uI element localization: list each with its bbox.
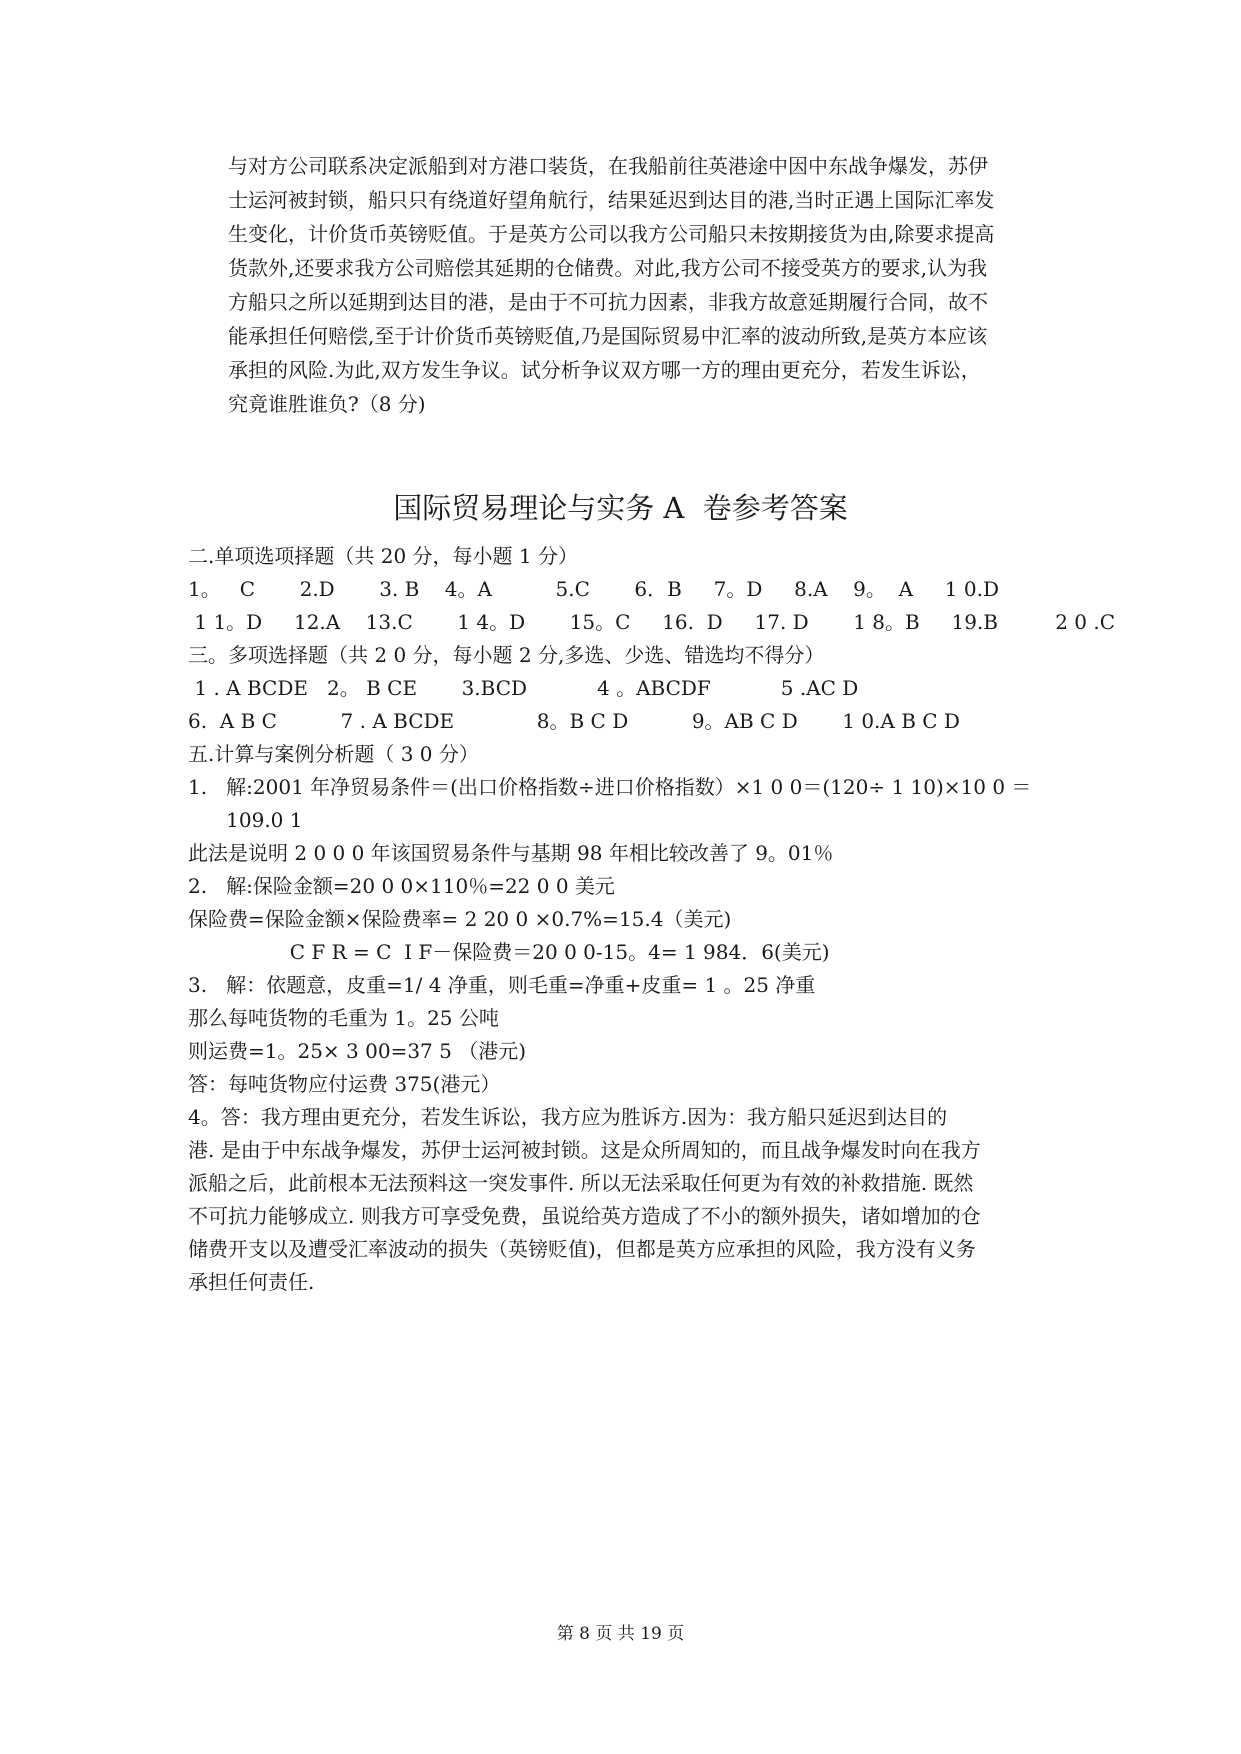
- case-line: 方船只之所以延期到达目的港，是由于不可抗力因素，非我方故意延期履行合同，故不: [228, 290, 988, 314]
- case-line: 承担的风险.为此,双方发生争议。试分析争议双方哪一方的理由更充分，若发生诉讼，: [228, 358, 981, 382]
- answer-line: C F R = C I F－保险费＝20 0 0-15。4= 1 984．6(美元): [188, 940, 830, 964]
- answer-line: 港. 是由于中东战争爆发，苏伊士运河被封锁。这是众所周知的，而且战争爆发时向在我方: [188, 1138, 981, 1162]
- page-title: 国际贸易理论与实务 A 卷参考答案: [393, 491, 848, 525]
- answer-line: 1 1。D 12.A 13.C 1 4。D 15。C 16. D 17. D 1 8。B 19.B 2 0 .C: [188, 610, 1116, 634]
- answer-line: 1 . A BCDE 2。 B CE 3.BCD 4 。ABCDF 5 .AC D: [188, 676, 859, 700]
- answer-line: 承担任何责任.: [188, 1270, 315, 1294]
- answer-line: 二.单项选项择题（共 20 分，每小题 1 分）: [188, 544, 578, 568]
- answer-line: 储费开支以及遭受汇率波动的损失（英镑贬值)，但都是英方应承担的风险，我方没有义务: [188, 1237, 976, 1261]
- answer-line: 6. A B C 7 . A BCDE 8。B C D 9。AB C D 1 0.A B C D: [188, 709, 960, 733]
- answer-line: 此法是说明 2 0 0 0 年该国贸易条件与基期 98 年相比较改善了 9。01％: [188, 841, 834, 865]
- answer-line: 保险费=保险金额×保险费率= 2 20 0 ×0.7%=15.4（美元): [188, 907, 732, 931]
- answer-line: 2. 解:保险金额=20 0 0×110％=22 0 0 美元: [188, 874, 615, 898]
- answer-line: 不可抗力能够成立. 则我方可享受免费，虽说给英方造成了不小的额外损失，诸如增加的仓: [188, 1204, 981, 1228]
- answer-line: 派船之后，此前根本无法预料这一突发事件. 所以无法采取任何更为有效的补救措施. 既然: [188, 1171, 974, 1195]
- answer-line: 109.0 1: [188, 808, 303, 832]
- case-line: 生变化，计价货币英镑贬值。于是英方公司以我方公司船只未按期接货为由,除要求提高: [228, 222, 995, 246]
- case-line: 能承担任何赔偿,至于计价货币英镑贬值,乃是国际贸易中汇率的波动所致,是英方本应该: [228, 324, 988, 348]
- case-line: 货款外,还要求我方公司赔偿其延期的仓储费。对此,我方公司不接受英方的要求,认为我: [228, 256, 988, 280]
- case-line: 士运河被封锁，船只只有绕道好望角航行，结果延迟到达目的港,当时正遇上国际汇率发: [228, 188, 995, 212]
- answer-line: 答：每吨货物应付运费 375(港元）: [188, 1072, 501, 1096]
- answer-line: 三。多项选择题（共 2 0 分，每小题 2 分,多选、少选、错选均不得分）: [188, 643, 825, 667]
- answer-line: 那么每吨货物的毛重为 1。25 公吨: [188, 1006, 499, 1030]
- answer-line: 则运费=1。25× 3 00=37 5 （港元): [188, 1039, 527, 1063]
- answer-line: 3. 解：依题意，皮重=1/ 4 净重，则毛重=净重+皮重= 1 。25 净重: [188, 973, 816, 997]
- case-line: 与对方公司联系决定派船到对方港口装货，在我船前往英港途中因中东战争爆发，苏伊: [228, 154, 988, 178]
- answer-line: 4。答：我方理由更充分，若发生诉讼，我方应为胜诉方.因为：我方船只延迟到达目的: [188, 1105, 948, 1129]
- page-footer: 第 8 页 共 19 页: [556, 1624, 685, 1644]
- case-line: 究竟谁胜谁负?（8 分): [228, 392, 426, 416]
- answer-line: 五.计算与案例分析题（ 3 0 分）: [188, 742, 479, 766]
- answer-line: 1。 C 2.D 3. B 4。A 5.C 6．B 7。D 8.A 9。 A 1 0.D: [188, 577, 999, 601]
- answer-line: 1. 解:2001 年净贸易条件＝(出口价格指数÷进口价格指数）×1 0 0＝(120÷ 1 10)×10 0 ＝: [188, 775, 1032, 799]
